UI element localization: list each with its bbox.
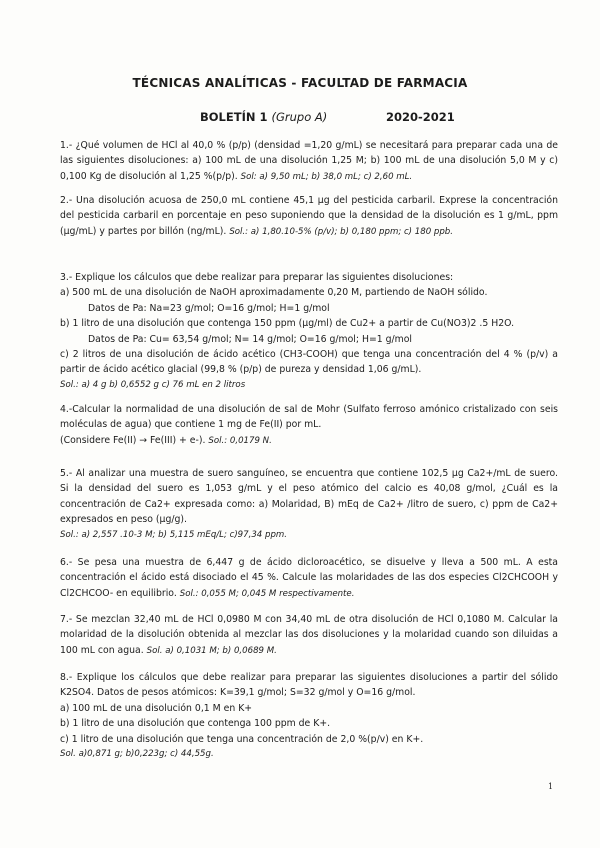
q4-solution: Sol.: 0,0179 N. (208, 435, 272, 446)
question-2 (60, 193, 558, 240)
q3-item-b-data: Datos de Pa: Cu= 63,54 g/mol; N= 14 g/mol; O=16 g/mol; H=1 g/mol (88, 333, 412, 345)
q4-text: 4.-Calcular la normalidad de una disolución de sal de Mohr (Sulfato ferroso amónico cristalizado con seis moléculas de agua) que contiene 1 mg de Fe(II) por mL. (60, 404, 558, 431)
question-8 (60, 670, 558, 762)
q3-item-c: c) 2 litros de una disolución de ácido acético (CH3-COOH) que tenga una concentración del 4 % (p/v) a partir de ácido acético glacial (99,8 % (p/p) de pureza y densidad 1,06 g/mL). (60, 349, 558, 376)
q4-extra: (Considere Fe(II) → Fe(III) + e-). (60, 434, 206, 446)
q8-intro: 8.- Explique los cálculos que debe realizar para preparar las siguientes disoluciones a partir del sólido K2SO4. Datos de pesos atómicos: K=39,1 g/mol; S=32 g/mol y O=16 g/mol. (60, 672, 558, 699)
academic-year: 2020-2021 (386, 110, 455, 124)
q6-solution: Sol.: 0,055 M; 0,045 M respectivamente. (179, 588, 355, 599)
q8-item-c: c) 1 litro de una disolución que tenga una concentración de 2,0 %(p/v) en K+. (60, 733, 424, 745)
q8-item-b: b) 1 litro de una disolución que contenga 100 ppm de K+. (60, 718, 331, 730)
q3-item-a: a) 500 mL de una disolución de NaOH aproximadamente 0,20 M, partiendo de NaOH sólido. (60, 287, 488, 299)
question-6 (60, 555, 558, 602)
grupo-label: (Grupo A) (271, 110, 328, 124)
q6-text: 6.- Se pesa una muestra de 6,447 g de ácido dicloroacético, se disuelve y lleva a 500 mL. A esta concentración el ácido está disociado el 45 %. Calcule las molaridades de las dos especies Cl2CHCOOH y Cl2CHCOO- en equilibrio. (60, 557, 558, 599)
boletin-label (200, 110, 327, 124)
question-7 (60, 612, 558, 659)
q2-solution: Sol.: a) 1,80.10-5% (p/v); b) 0,180 ppm; c) 180 ppb. (229, 226, 453, 237)
q8-solution: Sol. a)0,871 g; b)0,223g; c) 44,55g. (60, 749, 214, 760)
q8-item-a: a) 100 mL de una disolución 0,1 M en K+ (60, 702, 253, 714)
q7-text: 7.- Se mezclan 32,40 mL de HCl 0,0980 M con 34,40 mL de otra disolución de HCl 0,1080 M. Calcular la molaridad de la disolución obtenida al mezclar las dos disoluciones y la molaridad cuando son diluidas a 100 mL con agua. (60, 614, 558, 656)
question-4 (60, 402, 558, 449)
q1-solution: Sol: a) 9,50 mL; b) 38,0 mL; c) 2,60 mL. (240, 171, 413, 182)
question-3 (60, 270, 558, 393)
q3-item-b: b) 1 litro de una disolución que contenga 150 ppm (µg/ml) de Cu2+ a partir de Cu(NO3)2 .5 H2O. (60, 318, 515, 330)
q1-text: 1.- ¿Qué volumen de HCl al 40,0 % (p/p) (densidad =1,20 g/mL) se necesitará para preparar cada una de las siguientes disoluciones: a) 100 mL de una disolución 1,25 M; b) 100 mL de una disolución 5,0 M y c) 0,100 Kg de disolución al 1,25 %(p/p). (60, 140, 558, 182)
page-title: TÉCNICAS ANALÍTICAS - FACULTAD DE FARMACIA (132, 76, 468, 90)
q7-solution: Sol. a) 0,1031 M; b) 0,0689 M. (146, 645, 277, 656)
page-number: 1 (548, 782, 554, 791)
q3-item-a-data: Datos de Pa: Na=23 g/mol; O=16 g/mol; H=1 g/mol (88, 302, 330, 314)
q5-text: 5.- Al analizar una muestra de suero sanguíneo, se encuentra que contiene 102,5 µg Ca2+/mL de suero. Si la densidad del suero es 1,053 g/mL y el peso atómico del calcio es 40,08 g/mol, ¿Cuál es la concentración de Ca2+ expresada como: a) Molaridad, B) mEq de Ca2+ /litro de suero, c) ppm de Ca2+ expresados en peso (µg/g). (60, 468, 558, 526)
q3-intro: 3.- Explique los cálculos que debe realizar para preparar las siguientes disoluciones: (60, 272, 454, 283)
question-5 (60, 466, 558, 543)
q3-solution: Sol.: a) 4 g b) 0,6552 g c) 76 mL en 2 litros (60, 379, 246, 390)
boletin-number: BOLETÍN 1 (200, 110, 268, 124)
question-1 (60, 138, 558, 185)
q2-text: 2.- Una disolución acuosa de 250,0 mL contiene 45,1 µg del pesticida carbaril. Exprese la concentración del pesticida carbaril en porcentaje en peso suponiendo que la densidad de la disolución es 1 g/mL, ppm (µg/mL) y partes por billón (ng/mL). (60, 195, 558, 237)
q5-solution: Sol.: a) 2,557 .10-3 M; b) 5,115 mEq/L; c)97,34 ppm. (60, 529, 288, 540)
